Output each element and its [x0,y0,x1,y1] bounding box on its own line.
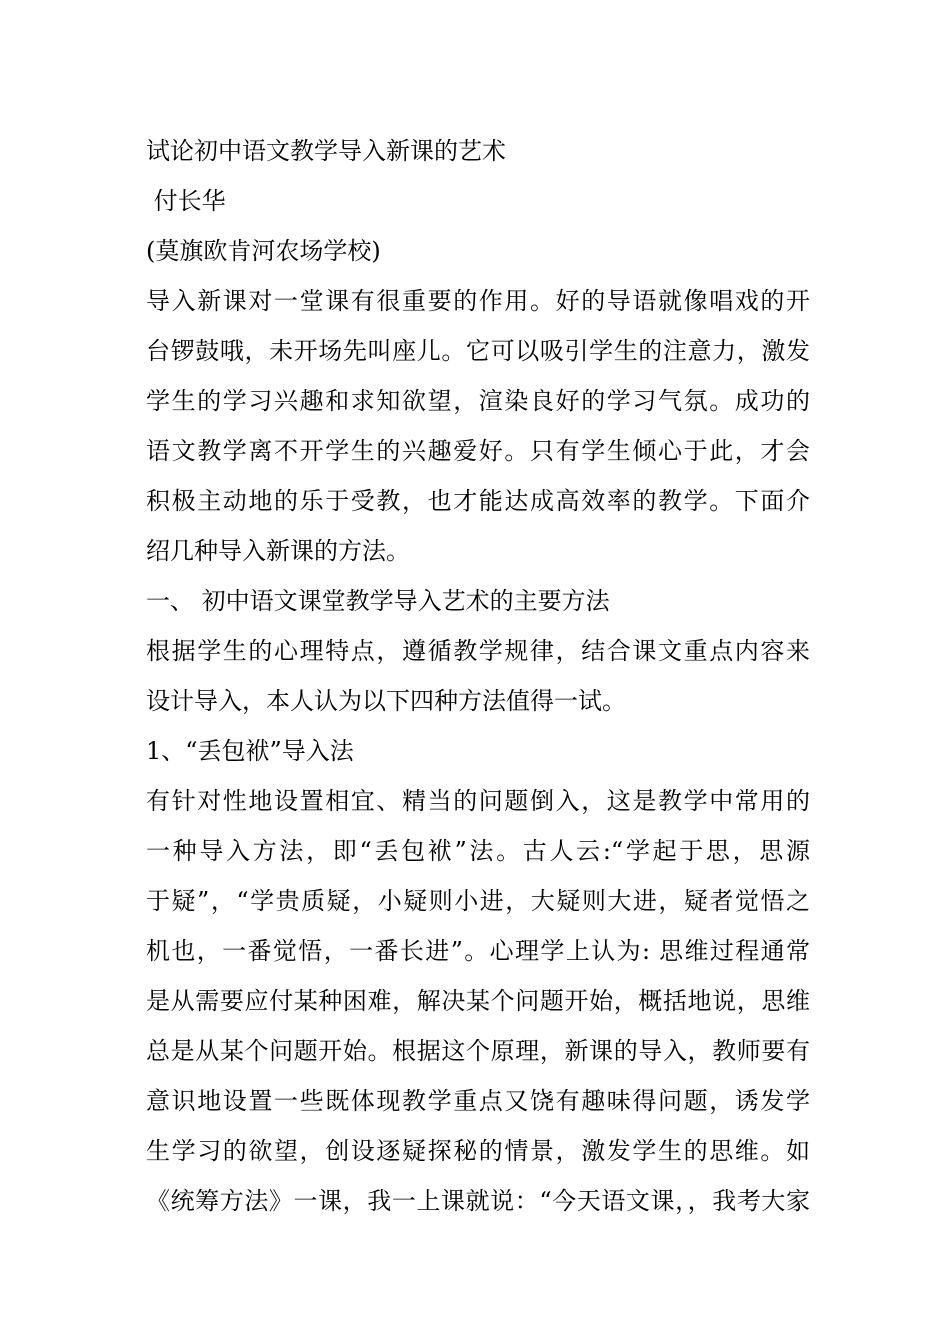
subsection-heading: 1、“丢包袱”导入法 [146,737,354,765]
body-line: 绍几种导入新课的方法。 [146,537,410,565]
document-title: 试论初中语文教学导入新课的艺术 [146,137,506,165]
body-line: 有针对性地设置相宜、精当的问题倒入，这是教学中常用的 [146,787,810,815]
body-line: 设计导入，本人认为以下四种方法值得一试。 [146,687,626,715]
body-line: 一种导入方法，即“丢包袱”法。古人云:“学起于思，思源 [146,837,810,865]
body-line: 语文教学离不开学生的兴趣爱好。只有学生倾心于此，才会 [146,437,810,465]
body-line: 《统筹方法》一课，我一上课就说：“今天语文课，，我考大家 [146,1187,810,1215]
body-line: 意识地设置一些既体现教学重点又饶有趣味得问题，诱发学 [146,1087,810,1115]
body-line: 是从需要应付某种困难，解决某个问题开始，概括地说，思维 [146,987,810,1015]
body-line: 台锣鼓哦，未开场先叫座儿。它可以吸引学生的注意力，激发 [146,337,810,365]
author-name: 付长华 [146,187,226,215]
body-line: 生学习的欲望，创设逐疑探秘的情景，激发学生的思维。如 [146,1137,810,1165]
body-line: 根据学生的心理特点，遵循教学规律，结合课文重点内容来 [146,637,810,665]
document-body [146,126,810,1226]
body-line: 于疑”，“学贵质疑，小疑则小进，大疑则大进，疑者觉悟之 [146,887,810,915]
section-heading: 一、 初中语文课堂教学导入艺术的主要方法 [146,587,610,615]
body-line: 机也，一番觉悟，一番长进”。心理学上认为: 思维过程通常 [146,937,810,965]
author-affiliation: (莫旗欧肯河农场学校) [146,237,381,265]
body-line: 积极主动地的乐于受教，也才能达成高效率的教学。下面介 [146,487,810,515]
body-line: 学生的学习兴趣和求知欲望，渲染良好的学习气氛。成功的 [146,387,810,415]
body-line: 总是从某个问题开始。根据这个原理，新课的导入，教师要有 [146,1037,810,1065]
body-line: 导入新课对一堂课有很重要的作用。好的导语就像唱戏的开 [146,287,810,315]
